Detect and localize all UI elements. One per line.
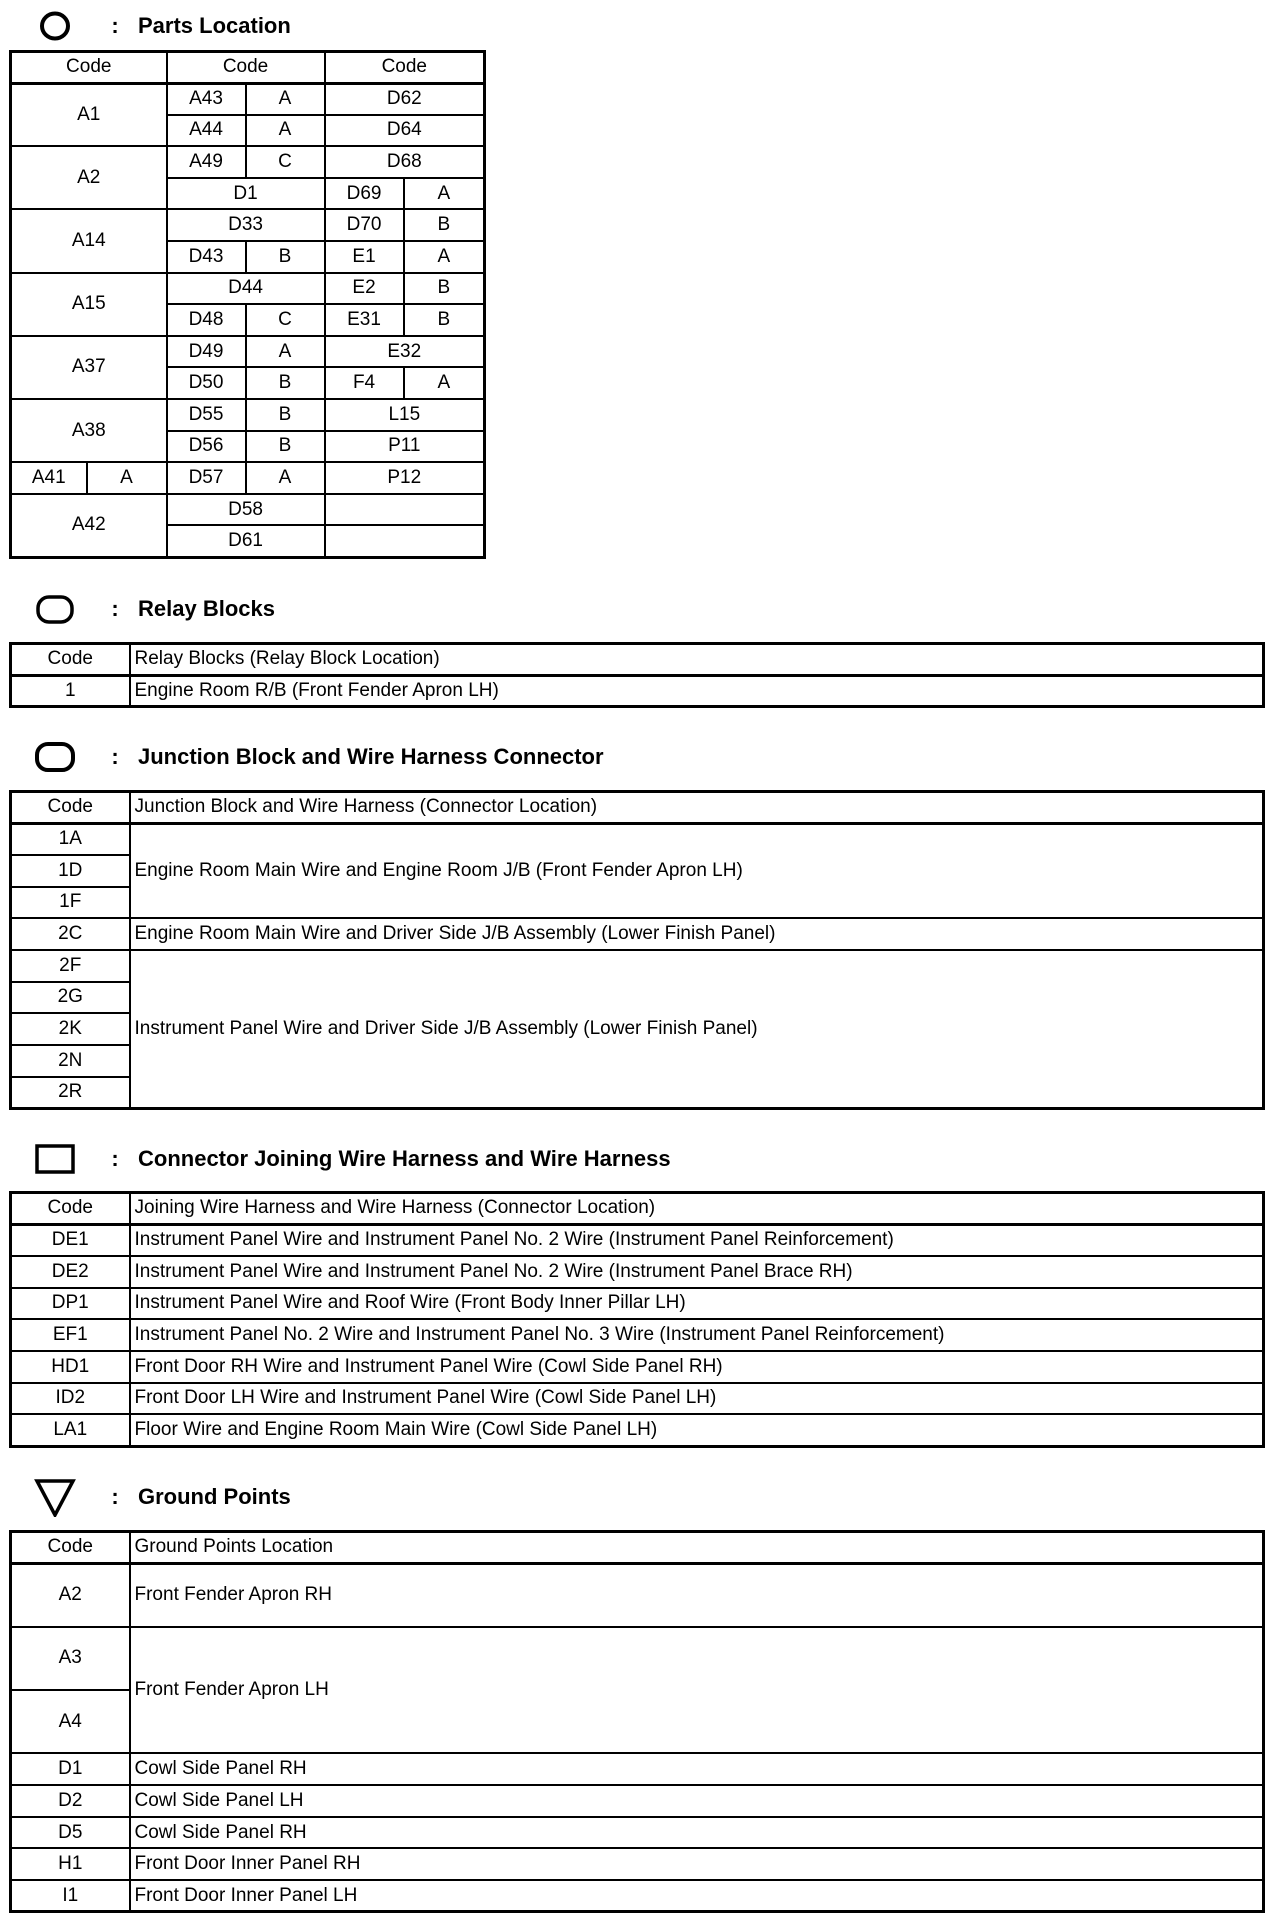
location-cell: Instrument Panel Wire and Instrument Panel No. 2 Wire (Instrument Panel Brace RH) [130,1256,1264,1288]
code-cell: B [404,304,485,336]
code-cell: B [246,241,325,273]
table-row [11,1288,1264,1320]
code-cell: L15 [325,399,485,431]
code-cell: DP1 [11,1288,130,1320]
code-cell: A [246,115,325,147]
code-cell: B [246,431,325,463]
code-cell: A2 [11,1563,130,1626]
location-cell: Front Door LH Wire and Instrument Panel Wire (Cowl Side Panel LH) [130,1383,1264,1415]
code-cell: 1A [11,823,130,855]
table-header-row [11,792,1264,824]
location-cell: Instrument Panel No. 2 Wire and Instrument Panel No. 3 Wire (Instrument Panel Reinforcement) [130,1319,1264,1351]
table-row [11,1319,1264,1351]
code-cell: P11 [325,431,485,463]
code-cell: D49 [167,336,246,368]
location-cell: Cowl Side Panel LH [130,1785,1264,1817]
location-cell: Cowl Side Panel RH [130,1753,1264,1785]
table-row [11,336,485,368]
code-cell: B [404,273,485,305]
code-cell: D1 [11,1753,130,1785]
code-cell: B [246,399,325,431]
code-cell: A37 [11,336,167,399]
location-cell: Front Fender Apron RH [130,1563,1264,1626]
square-icon [30,1141,80,1177]
location-cell: Instrument Panel Wire and Instrument Panel No. 2 Wire (Instrument Panel Reinforcement) [130,1224,1264,1256]
code-cell: C [246,304,325,336]
location-cell: Engine Room R/B (Front Fender Apron LH) [130,675,1264,707]
code-cell: DE2 [11,1256,130,1288]
location-cell: Cowl Side Panel RH [130,1817,1264,1849]
code-cell: 2K [11,1013,130,1045]
location-cell: Instrument Panel Wire and Driver Side J/B Assembly (Lower Finish Panel) [130,950,1264,1108]
junction-block-heading [30,739,604,775]
code-cell: D57 [167,462,246,494]
column-header: Code [11,792,130,824]
code-cell: A14 [11,209,167,272]
code-cell: F4 [325,367,404,399]
code-cell: D5 [11,1817,130,1849]
code-cell: D70 [325,209,404,241]
code-cell: E31 [325,304,404,336]
code-cell: D2 [11,1785,130,1817]
code-cell: A [404,241,485,273]
column-header: Code [11,1532,130,1564]
code-cell: A43 [167,83,246,115]
column-header: Code [167,52,325,84]
table-header-row [11,1193,1264,1225]
table-row [11,1880,1264,1912]
connector-joining-table [9,1191,1265,1448]
column-header: Code [325,52,485,84]
code-cell: DE1 [11,1224,130,1256]
location-cell: Front Fender Apron LH [130,1627,1264,1754]
column-header: Code [11,1193,130,1225]
table-row [11,918,1264,950]
table-row [11,1414,1264,1446]
code-cell: A15 [11,273,167,336]
code-cell: A49 [167,146,246,178]
parts-location-table [9,50,486,559]
code-cell: HD1 [11,1351,130,1383]
code-cell: E2 [325,273,404,305]
code-cell: A [246,336,325,368]
table-row [11,1785,1264,1817]
code-cell: D69 [325,178,404,210]
code-cell: D44 [167,273,325,305]
code-cell: D68 [325,146,485,178]
column-header: Junction Block and Wire Harness (Connector Location) [130,792,1264,824]
code-cell: 1D [11,855,130,887]
location-cell: Floor Wire and Engine Room Main Wire (Cowl Side Panel LH) [130,1414,1264,1446]
section-title: Relay Blocks [138,596,275,621]
location-cell: Engine Room Main Wire and Driver Side J/B Assembly (Lower Finish Panel) [130,918,1264,950]
code-cell: P12 [325,462,485,494]
code-cell: C [246,146,325,178]
table-row [11,83,485,115]
parts-location-heading [30,8,291,44]
table-row [11,1627,1264,1690]
circle-icon [30,8,80,44]
code-cell: D1 [167,178,325,210]
table-row [11,273,485,305]
section-title: Junction Block and Wire Harness Connector [138,744,604,769]
code-cell: D48 [167,304,246,336]
code-cell: A [404,178,485,210]
ground-points-table [9,1530,1265,1913]
code-cell: LA1 [11,1414,130,1446]
code-cell: B [404,209,485,241]
code-cell: 2G [11,982,130,1014]
table-header-row [11,1532,1264,1564]
code-cell: 2N [11,1045,130,1077]
code-cell: 2C [11,918,130,950]
heading-colon: : [111,744,119,769]
code-cell: EF1 [11,1319,130,1351]
table-row [11,146,485,178]
table-row [11,1848,1264,1880]
table-row [11,1256,1264,1288]
table-row [11,1224,1264,1256]
code-cell [325,525,485,557]
heading-colon: : [111,1484,119,1509]
column-header: Code [11,52,167,84]
table-row [11,675,1264,707]
code-cell: A44 [167,115,246,147]
code-cell: A2 [11,146,167,209]
column-header: Joining Wire Harness and Wire Harness (Connector Location) [130,1193,1264,1225]
code-cell: B [246,367,325,399]
table-header-row [11,52,485,84]
code-cell: 2R [11,1077,130,1109]
table-row [11,1383,1264,1415]
table-row [11,1563,1264,1626]
table-row [11,823,1264,855]
code-cell: D58 [167,494,325,526]
code-cell: H1 [11,1848,130,1880]
code-cell: D64 [325,115,485,147]
code-cell: ID2 [11,1383,130,1415]
code-cell: A [87,462,167,494]
rounded-square-icon [30,591,80,627]
code-cell: A [246,462,325,494]
heading-colon: : [111,1146,119,1171]
code-cell: D61 [167,525,325,557]
triangle-down-icon [30,1479,80,1515]
code-cell [325,494,485,526]
code-cell: 1 [11,675,130,707]
code-cell: A41 [11,462,87,494]
table-row [11,1753,1264,1785]
junction-block-table [9,790,1265,1110]
heading-colon: : [111,596,119,621]
code-cell: D55 [167,399,246,431]
column-header: Relay Blocks (Relay Block Location) [130,644,1264,676]
code-cell: A [404,367,485,399]
section-title: Ground Points [138,1484,291,1509]
connector-joining-heading [30,1141,671,1177]
location-cell: Front Door RH Wire and Instrument Panel Wire (Cowl Side Panel RH) [130,1351,1264,1383]
code-cell: D43 [167,241,246,273]
code-cell: 1F [11,887,130,919]
table-row [11,494,485,526]
code-cell: A [246,83,325,115]
code-cell: E1 [325,241,404,273]
heading-colon: : [111,13,119,38]
table-row [11,399,485,431]
code-cell: A1 [11,83,167,146]
table-row [11,462,485,494]
section-title: Parts Location [138,13,291,38]
section-title: Connector Joining Wire Harness and Wire Harness [138,1146,671,1171]
table-header-row [11,644,1264,676]
location-cell: Front Door Inner Panel LH [130,1880,1264,1912]
table-row [11,1351,1264,1383]
table-row [11,209,485,241]
relay-blocks-table [9,642,1265,708]
code-cell: D56 [167,431,246,463]
code-cell: D62 [325,83,485,115]
rounded-rect-icon [30,739,80,775]
code-cell: A3 [11,1627,130,1690]
table-row [11,1817,1264,1849]
code-cell: 2F [11,950,130,982]
column-header: Ground Points Location [130,1532,1264,1564]
code-cell: A42 [11,494,167,557]
location-cell: Front Door Inner Panel RH [130,1848,1264,1880]
code-cell: I1 [11,1880,130,1912]
code-cell: A38 [11,399,167,462]
relay-blocks-heading [30,591,275,627]
code-cell: D33 [167,209,325,241]
code-cell: A4 [11,1690,130,1753]
location-cell: Engine Room Main Wire and Engine Room J/B (Front Fender Apron LH) [130,823,1264,918]
ground-points-heading [30,1479,291,1515]
location-cell: Instrument Panel Wire and Roof Wire (Front Body Inner Pillar LH) [130,1288,1264,1320]
column-header: Code [11,644,130,676]
code-cell: E32 [325,336,485,368]
table-row [11,950,1264,982]
code-cell: D50 [167,367,246,399]
